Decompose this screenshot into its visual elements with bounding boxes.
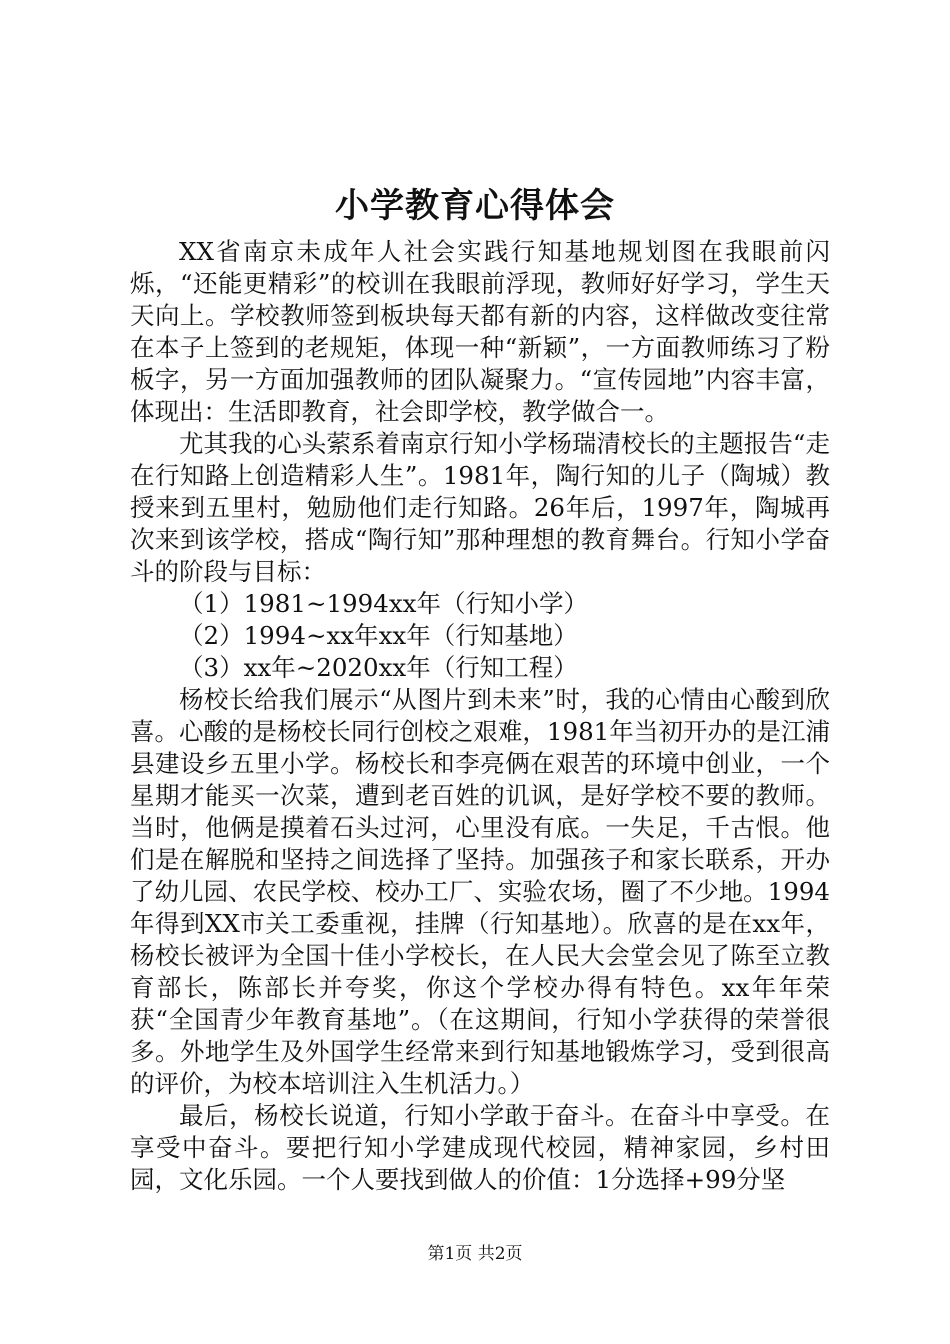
page-footer: 第1页 共2页: [427, 1244, 523, 1264]
stage-list-item: （1）1981~1994xx年（行知小学）: [179, 589, 588, 618]
stage-list-item: （3）xx年~2020xx年（行知工程）: [179, 653, 578, 682]
document-body: [130, 236, 830, 1196]
paragraph: 尤其我的心头萦系着南京行知小学杨瑞清校长的主题报告“走在行知路上创造精彩人生”。1981年，陶行知的儿子（陶城）教授来到五里村，勉励他们走行知路。26年后，1997年，陶城再次来到该学校，搭成“陶行知”那种理想的教育舞台。行知小学奋斗的阶段与目标：: [130, 429, 830, 586]
paragraph: 最后，杨校长说道，行知小学敢于奋斗。在奋斗中享受。在享受中奋斗。要把行知小学建成现代校园，精神家园，乡村田园，文化乐园。一个人要找到做人的价值：1分选择+99分坚: [130, 1101, 830, 1194]
paragraph: 杨校长给我们展示“从图片到未来”时，我的心情由心酸到欣喜。心酸的是杨校长同行创校之艰难，1981年当初开办的是江浦县建设乡五里小学。杨校长和李亮俩在艰苦的环境中创业，一个星期才能买一次菜，遭到老百姓的讥讽，是好学校不要的教师。当时，他俩是摸着石头过河，心里没有底。一失足，千古恨。他们是在解脱和坚持之间选择了坚持。加强孩子和家长联系，开办了幼儿园、农民学校、校办工厂、实验农场，圈了不少地。1994年得到XX市关工委重视，挂牌（行知基地）。欣喜的是在xx年，杨校长被评为全国十佳小学校长，在人民大会堂会见了陈至立教育部长，陈部长并夸奖，你这个学校办得有特色。xx年年荣获“全国青少年教育基地”。（在这期间，行知小学获得的荣誉很多。外地学生及外国学生经常来到行知基地锻炼学习，受到很高的评价，为校本培训注入生机活力。）: [130, 685, 830, 1098]
paragraph: XX省南京未成年人社会实践行知基地规划图在我眼前闪烁，“还能更精彩”的校训在我眼前浮现，教师好好学习，学生天天向上。学校教师签到板块每天都有新的内容，这样做改变往常在本子上签到的老规矩，体现一种“新颖”，一方面教师练习了粉板字，另一方面加强教师的团队凝聚力。“宣传园地”内容丰富，体现出：生活即教育，社会即学校，教学做合一。: [130, 237, 830, 426]
stage-list-item: （2）1994~xx年xx年（行知基地）: [179, 621, 578, 650]
document-title: 小学教育心得体会: [335, 186, 615, 226]
